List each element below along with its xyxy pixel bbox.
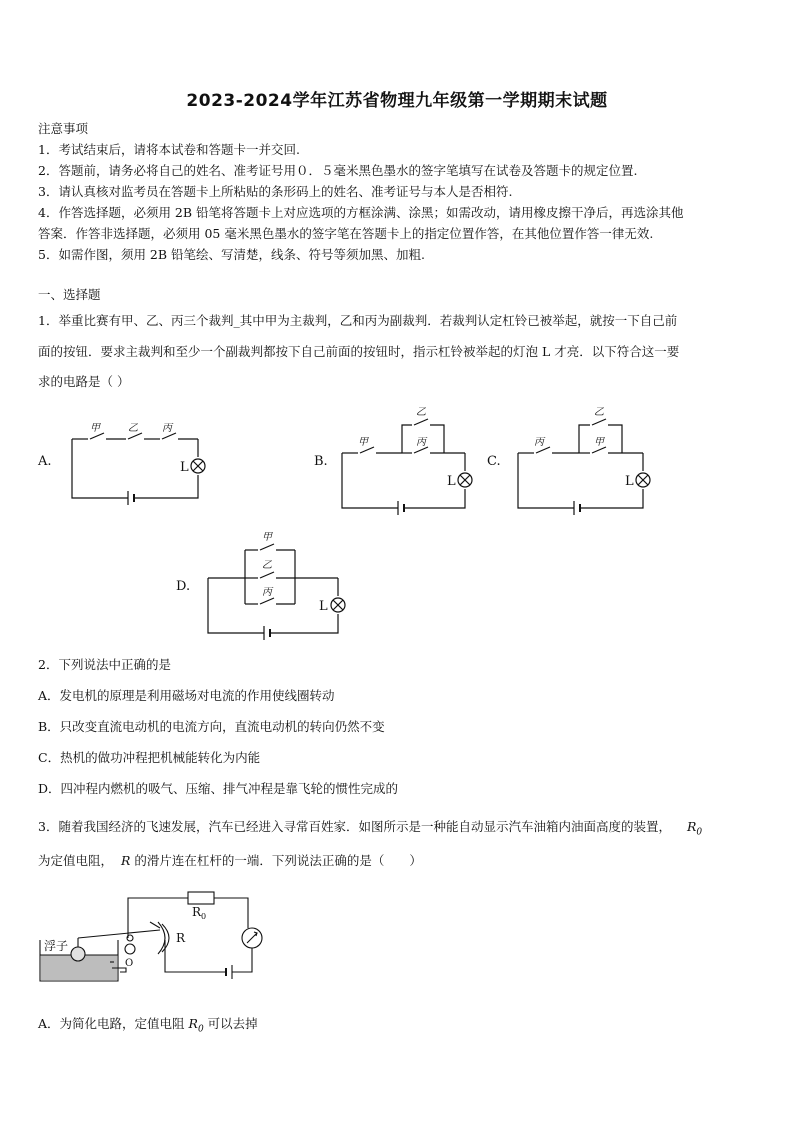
b-lamp-label: L xyxy=(447,474,456,489)
q3-r0-symbol xyxy=(686,819,703,838)
q1-stem-line1: 1．举重比赛有甲、乙、丙三个裁判_其中甲为主裁判，乙和丙为副裁判．若裁判认定杠铃已被举起，就按一下自己前 xyxy=(38,313,678,328)
c-label-jia: 甲 xyxy=(594,437,604,448)
q3-option-a-text2: 可以去掉 xyxy=(203,1016,258,1031)
d-label-jia: 甲 xyxy=(262,532,272,543)
q1-stem-line3: 求的电路是（ ） xyxy=(38,374,130,389)
d-lamp-label: L xyxy=(319,599,328,614)
notice-item-4-cont: 答案．作答非选择题，必须用 05 毫米黑色墨水的签字笔在答题卡上的指定位置作答，在其他位置作答一律无效. xyxy=(38,226,654,241)
q3-stem-line2 xyxy=(38,851,762,869)
c-lamp-label: L xyxy=(625,474,634,489)
a-label-bing: 丙 xyxy=(162,423,172,434)
q1-circuit-figures xyxy=(0,395,794,645)
q2-option-c: C．热机的做功冲程把机械能转化为内能 xyxy=(38,750,261,765)
c-label-yi: 乙 xyxy=(594,407,604,418)
q3-fig-r0-label xyxy=(192,905,206,921)
notice-item-3: 3．请认真核对监考员在答题卡上所粘贴的条形码上的姓名、准考证号与本人是否相符. xyxy=(38,184,513,199)
c-label-bing: 丙 xyxy=(534,437,544,448)
b-label-yi: 乙 xyxy=(416,407,426,418)
a-lamp-label: L xyxy=(180,460,189,475)
q1-option-b: B. xyxy=(314,454,328,469)
q3-fig-r-label: R xyxy=(176,931,186,945)
q3-stem-text1: 3．随着我国经济的飞速发展，汽车已经进入寻常百姓家．如图所示是一种能自动显示汽车油箱内油面高度的装置， xyxy=(38,819,671,834)
b-label-jia: 甲 xyxy=(358,437,368,448)
q3-stem-text2b: 的滑片连在杠杆的一端．下列说法正确的是（ ） xyxy=(134,853,422,868)
a-label-jia: 甲 xyxy=(90,423,100,434)
q2-stem: 2．下列说法中正确的是 xyxy=(38,657,171,672)
q1-option-d: D. xyxy=(176,579,191,594)
q3-fig-r0-letter: R xyxy=(192,905,202,919)
notice-heading: 注意事项 xyxy=(38,121,89,136)
notice-item-2: 2．答题前，请务必将自己的姓名、准考证号用０．５毫米黑色墨水的签字笔填写在试卷及答题卡的规定位置. xyxy=(38,163,638,178)
q2-option-a: A．发电机的原理是利用磁场对电流的作用使线圈转动 xyxy=(38,688,335,703)
q3-r-symbol: R xyxy=(121,853,131,868)
notice-item-1: 1．考试结束后，请将本试卷和答题卡一并交回. xyxy=(38,142,300,157)
q3-option-a xyxy=(38,1014,762,1035)
q1-option-c: C. xyxy=(487,454,501,469)
q3-r0-letter: R xyxy=(686,819,697,834)
notice-item-5: 5．如需作图，须用 2B 铅笔绘、写清楚，线条、符号等须加黑、加粗. xyxy=(38,247,426,262)
q3-stem-text2a: 为定值电阻， xyxy=(38,853,114,868)
q2-option-d: D．四冲程内燃机的吸气、压缩、排气冲程是靠飞轮的惯性完成的 xyxy=(38,781,399,796)
q1-stem-line2: 面的按钮．要求主裁判和至少一个副裁判都按下自己前面的按钮时，指示杠铃被举起的灯泡 L 才亮．以下符合这一要 xyxy=(38,344,680,359)
q3-option-a-r-sub: 0 xyxy=(197,1024,204,1035)
q3-fig-o-label: O xyxy=(125,958,134,969)
page-title: 2023-2024学年江苏省物理九年级第一学期期末试题 xyxy=(186,91,608,111)
a-label-yi: 乙 xyxy=(128,423,138,434)
b-label-bing: 丙 xyxy=(416,437,426,448)
q3-fuel-gauge-figure xyxy=(0,880,794,990)
q3-fig-float-label: 浮子 xyxy=(44,939,69,953)
q3-r0-sub: 0 xyxy=(696,827,703,838)
q1-option-a: A. xyxy=(38,454,52,469)
d-label-bing: 丙 xyxy=(262,587,272,598)
d-label-yi: 乙 xyxy=(262,560,272,571)
notice-item-4: 4．作答选择题，必须用 2B 铅笔将答题卡上对应选项的方框涂满、涂黑；如需改动，请用橡皮擦干净后，再选涂其他 xyxy=(38,205,684,220)
q3-option-a-text1: A．为简化电路，定值电阻 xyxy=(38,1016,189,1031)
q2-option-b: B．只改变直流电动机的电流方向，直流电动机的转向仍然不变 xyxy=(38,719,385,734)
section-heading: 一、选择题 xyxy=(38,287,101,302)
q3-fig-r0-sub: 0 xyxy=(201,912,207,921)
q3-option-a-r0 xyxy=(188,1016,204,1035)
q3-stem-line1 xyxy=(38,817,762,838)
q3-option-a-r-letter: R xyxy=(188,1016,198,1031)
